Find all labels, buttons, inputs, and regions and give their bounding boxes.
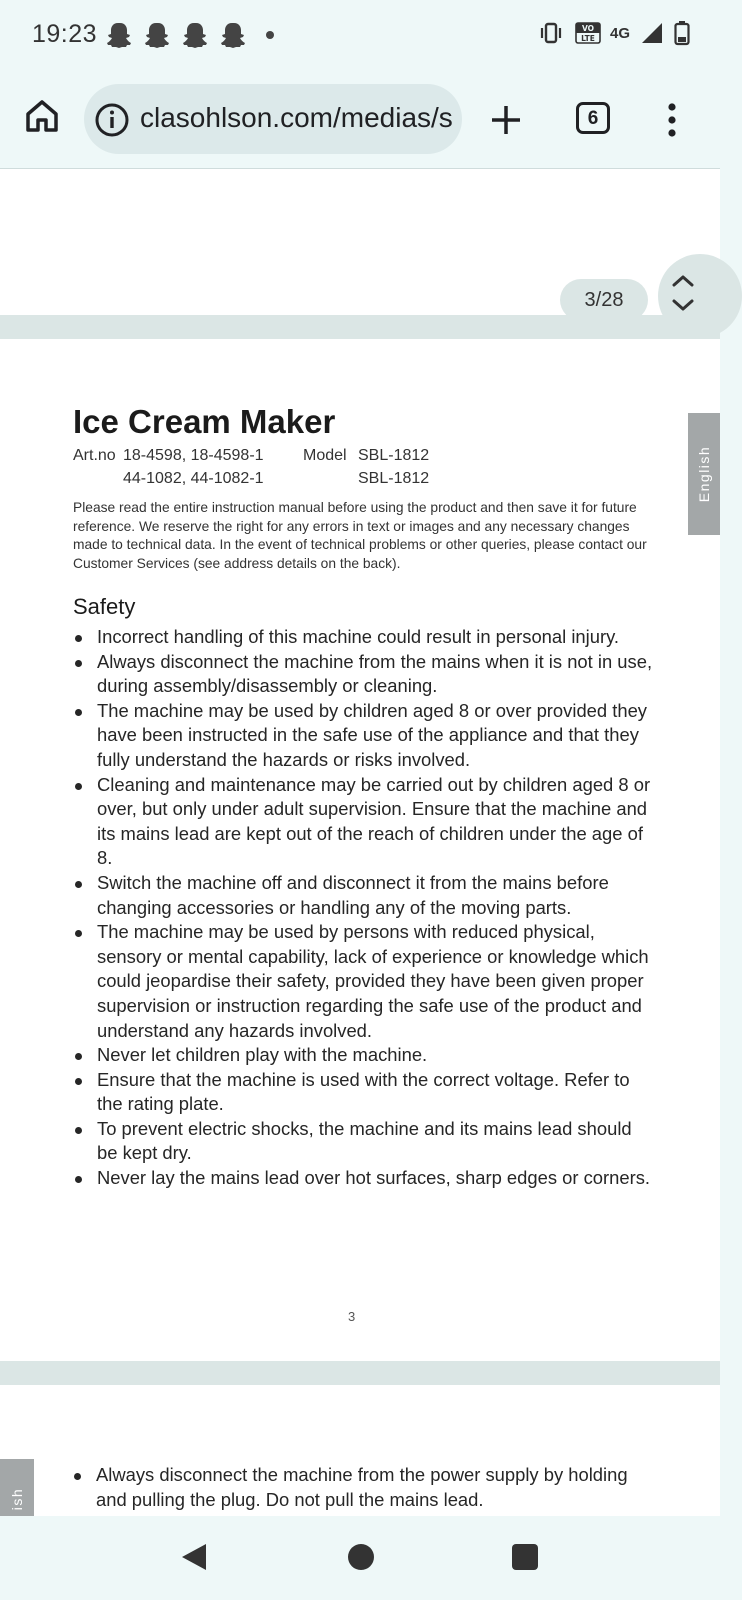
list-item: The machine may be used by persons with reduced physical, sensory or mental capability, lack of experience or knowledge which could jeopardise their safety, provided they have been given proper supervision or instruction regarding the safe use of the product and understand any hazards involved. bbox=[73, 920, 653, 1043]
page-number: 3 bbox=[348, 1309, 356, 1324]
notification-icons bbox=[106, 22, 274, 48]
language-tab: English bbox=[688, 413, 720, 535]
status-time: 19:23 bbox=[32, 20, 98, 48]
safety-heading: Safety bbox=[73, 594, 136, 619]
url-text[interactable]: clasohlson.com/medias/s bbox=[140, 102, 453, 133]
art-numbers-line1: 18-4598, 18-4598-1 bbox=[123, 447, 264, 464]
home-icon[interactable] bbox=[22, 96, 62, 136]
model-label: Model bbox=[303, 447, 347, 464]
battery-icon bbox=[674, 20, 690, 46]
info-icon[interactable] bbox=[94, 102, 130, 138]
address-bar[interactable] bbox=[84, 84, 462, 154]
intro-paragraph: Please read the entire instruction manual before using the product and then save it for future reference. We reserve the right for any errors in text or images and any necessary changes made to technical data. In the event of technical problems or other queries, please contact our Customer Services (see address details on the back). bbox=[73, 500, 647, 571]
status-bar bbox=[0, 0, 720, 72]
page-separator bbox=[0, 1361, 720, 1385]
snapchat-icon bbox=[182, 22, 206, 48]
art-label: Art.no bbox=[73, 447, 116, 464]
list-item: The machine may be used by children aged 8 or over provided they have been instructed in the safe use of the appliance and that they fully understand the hazards or risks involved. bbox=[73, 699, 653, 773]
list-item: Cleaning and maintenance may be carried out by children aged 8 or over, but only under adult supervision. Ensure that the machine and its mains lead are kept out of the reach of children under the age of 8. bbox=[73, 773, 653, 871]
document-title: Ice Cream Maker bbox=[73, 403, 336, 440]
snapchat-icon bbox=[220, 22, 244, 48]
list-item: To prevent electric shocks, the machine and its mains lead should be kept dry. bbox=[73, 1117, 653, 1166]
status-icons bbox=[538, 20, 690, 46]
list-item: Always disconnect the machine from the mains when it is not in use, during assembly/disassembly or cleaning. bbox=[73, 650, 653, 699]
chevron-up-down-icon bbox=[658, 254, 742, 338]
svg-text:VO: VO bbox=[581, 24, 595, 33]
system-nav-bar bbox=[0, 1516, 720, 1600]
recents-button[interactable] bbox=[512, 1544, 538, 1570]
safety-list bbox=[73, 625, 653, 1191]
art-numbers-line2: 44-1082, 44-1082-1 bbox=[123, 470, 264, 487]
more-notifications-dot bbox=[266, 31, 274, 39]
page-indicator: 3/28 bbox=[560, 279, 648, 321]
list-item: Ensure that the machine is used with the correct voltage. Refer to the rating plate. bbox=[73, 1068, 653, 1117]
tab-switcher-button[interactable]: 6 bbox=[576, 102, 610, 134]
svg-text:LTE: LTE bbox=[581, 34, 595, 43]
list-item: Switch the machine off and disconnect it from the mains before changing accessories or handling any of the moving parts. bbox=[73, 871, 653, 920]
language-tab-next: ish bbox=[0, 1459, 34, 1539]
list-item: Always disconnect the machine from the power supply by holding and pulling the plug. Do not pull the mains lead. bbox=[72, 1463, 632, 1512]
list-item: Incorrect handling of this machine could result in personal injury. bbox=[73, 625, 653, 650]
article-info bbox=[73, 447, 653, 493]
pdf-viewer[interactable] bbox=[0, 169, 720, 1516]
snapchat-icon bbox=[144, 22, 168, 48]
snapchat-icon bbox=[106, 22, 130, 48]
home-button[interactable] bbox=[348, 1544, 374, 1570]
new-tab-plus-icon[interactable] bbox=[486, 100, 526, 140]
model-line1: SBL-1812 bbox=[358, 447, 430, 464]
network-type: 4G bbox=[609, 24, 630, 42]
list-item: Never lay the mains lead over hot surfaces, sharp edges or corners. bbox=[73, 1166, 653, 1191]
back-icon[interactable] bbox=[180, 1542, 208, 1572]
signal-icon bbox=[640, 21, 664, 45]
pdf-page bbox=[73, 403, 653, 1191]
more-menu-icon[interactable] bbox=[664, 100, 680, 140]
list-item: Never let children play with the machine. bbox=[73, 1043, 653, 1068]
model-line2: SBL-1812 bbox=[358, 470, 430, 487]
vibrate-icon bbox=[538, 20, 564, 46]
volte-icon bbox=[574, 20, 602, 46]
page-nav-button[interactable] bbox=[658, 254, 742, 338]
browser-toolbar bbox=[0, 72, 720, 169]
